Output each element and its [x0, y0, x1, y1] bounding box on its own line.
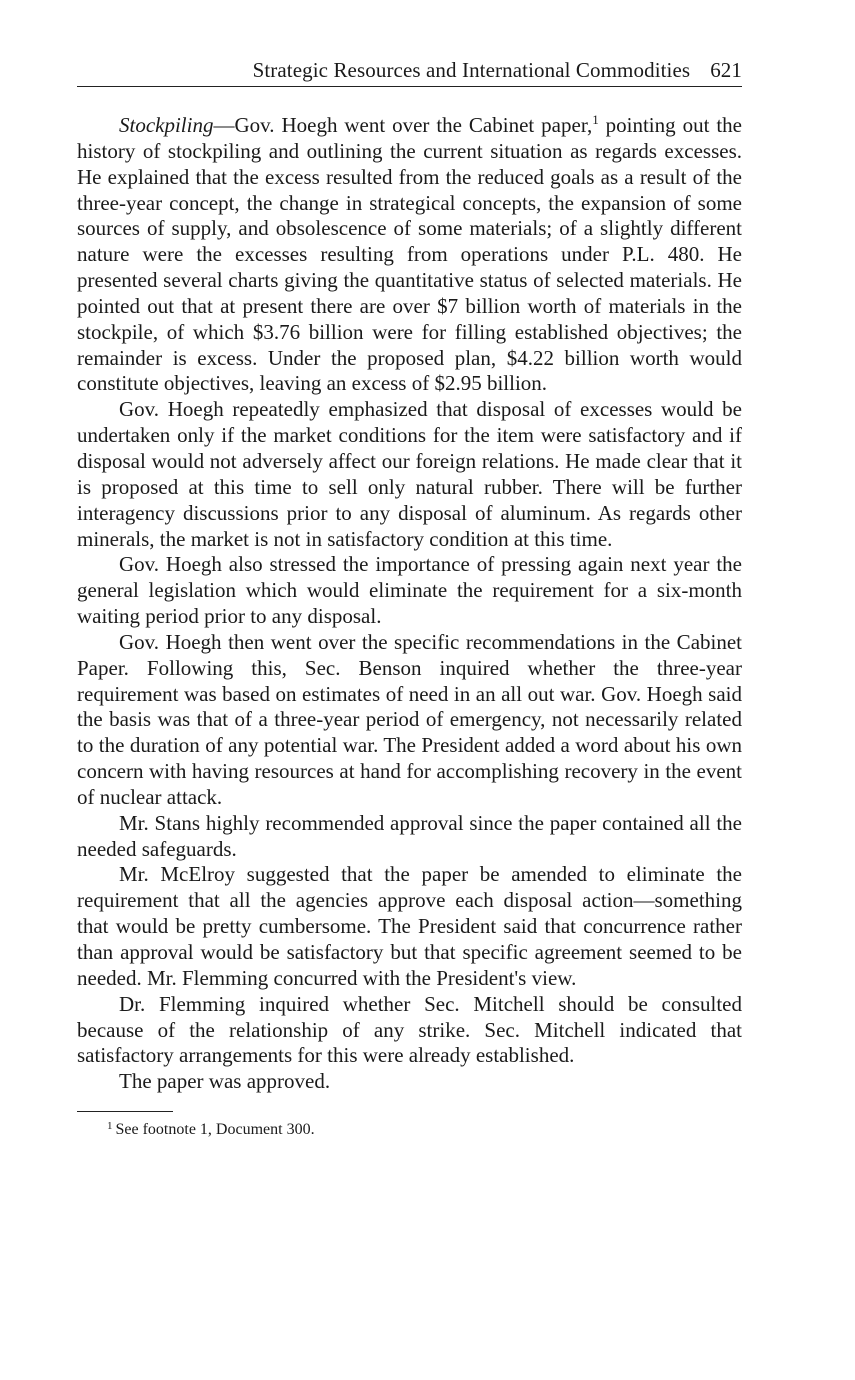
paragraph-5: Mr. Stans highly recommended approval since the paper contained all the needed safeguards. — [77, 810, 742, 861]
running-head — [77, 56, 742, 87]
footnote-rule — [77, 1111, 173, 1112]
paragraph-2: Gov. Hoegh repeatedly emphasized that disposal of excesses would be undertaken only if the market conditions for the item were satisfactory and if disposal would not adversely affect our foreign relations. He made clear that it is proposed at this time to sell only natural rubber. There will be further interagency discussions prior to any disposal of aluminum. As regards other minerals, the market is not in satisfactory condition at this time. — [77, 397, 742, 551]
paragraph-1-part2: pointing out the history of stockpiling and outlining the current situation as regards excesses. He explained that the excess resulted from the reduced goals as a result of the three-year concept, the change in strategical concepts, the expansion of some sources of supply, and obsolescence of some materials; of a slightly different nature were the excesses resulting from operations under P.L. 480. He presented several charts giving the quantitative status of selected materials. He pointed out that at present there are over $7 billion worth of materials in the stockpile, of which $3.76 billion were for filling established objectives; the remainder is excess. Under the proposed plan, $4.22 billion worth would constitute objectives, leaving an excess of $2.95 billion. — [77, 113, 742, 396]
paragraph-1-lead: Stockpiling — [119, 113, 214, 137]
footnote-number: 1 — [107, 1120, 113, 1133]
paragraph-7: Dr. Flemming inquired whether Sec. Mitchell should be consulted because of the relationship of any strike. Sec. Mitchell indicated that satisfactory arrangements for this were already established. — [77, 991, 742, 1068]
paragraph-6: Mr. McElroy suggested that the paper be amended to eliminate the requirement that all the agencies approve each disposal action—something that would be pretty cumbersome. The President said that concurrence rather than approval would be satisfactory but that specific agreement seemed to be needed. Mr. Flemming concurred with the President's view. — [77, 862, 742, 990]
running-title: Strategic Resources and International Commodities — [252, 58, 691, 82]
paragraph-3: Gov. Hoegh also stressed the importance of pressing again next year the general legislation which would eliminate the requirement for a six-month waiting period prior to any disposal. — [77, 552, 742, 629]
footnote-text: See footnote 1, Document 300. — [115, 1121, 315, 1139]
paragraph-1-part1: —Gov. Hoegh went over the Cabinet paper, — [213, 113, 593, 137]
body-text — [77, 113, 742, 1095]
paragraph-8: The paper was approved. — [119, 1069, 331, 1094]
paragraph-4: Gov. Hoegh then went over the specific recommendations in the Cabinet Paper. Following this, Sec. Benson inquired whether the three-year requirement was based on estimates of need in an all out war. Gov. Hoegh said the basis was that of a three-year period of emergency, not necessarily related to the duration of any potential war. The President added a word about his own concern with having resources at hand for accomplishing recovery in the event of nuclear attack. — [77, 629, 742, 809]
paragraph-1 — [77, 113, 742, 397]
footnote-reference: 1 — [592, 112, 599, 127]
footnote — [107, 1120, 742, 1140]
document-page — [77, 56, 742, 1140]
page-number: 621 — [710, 58, 742, 82]
